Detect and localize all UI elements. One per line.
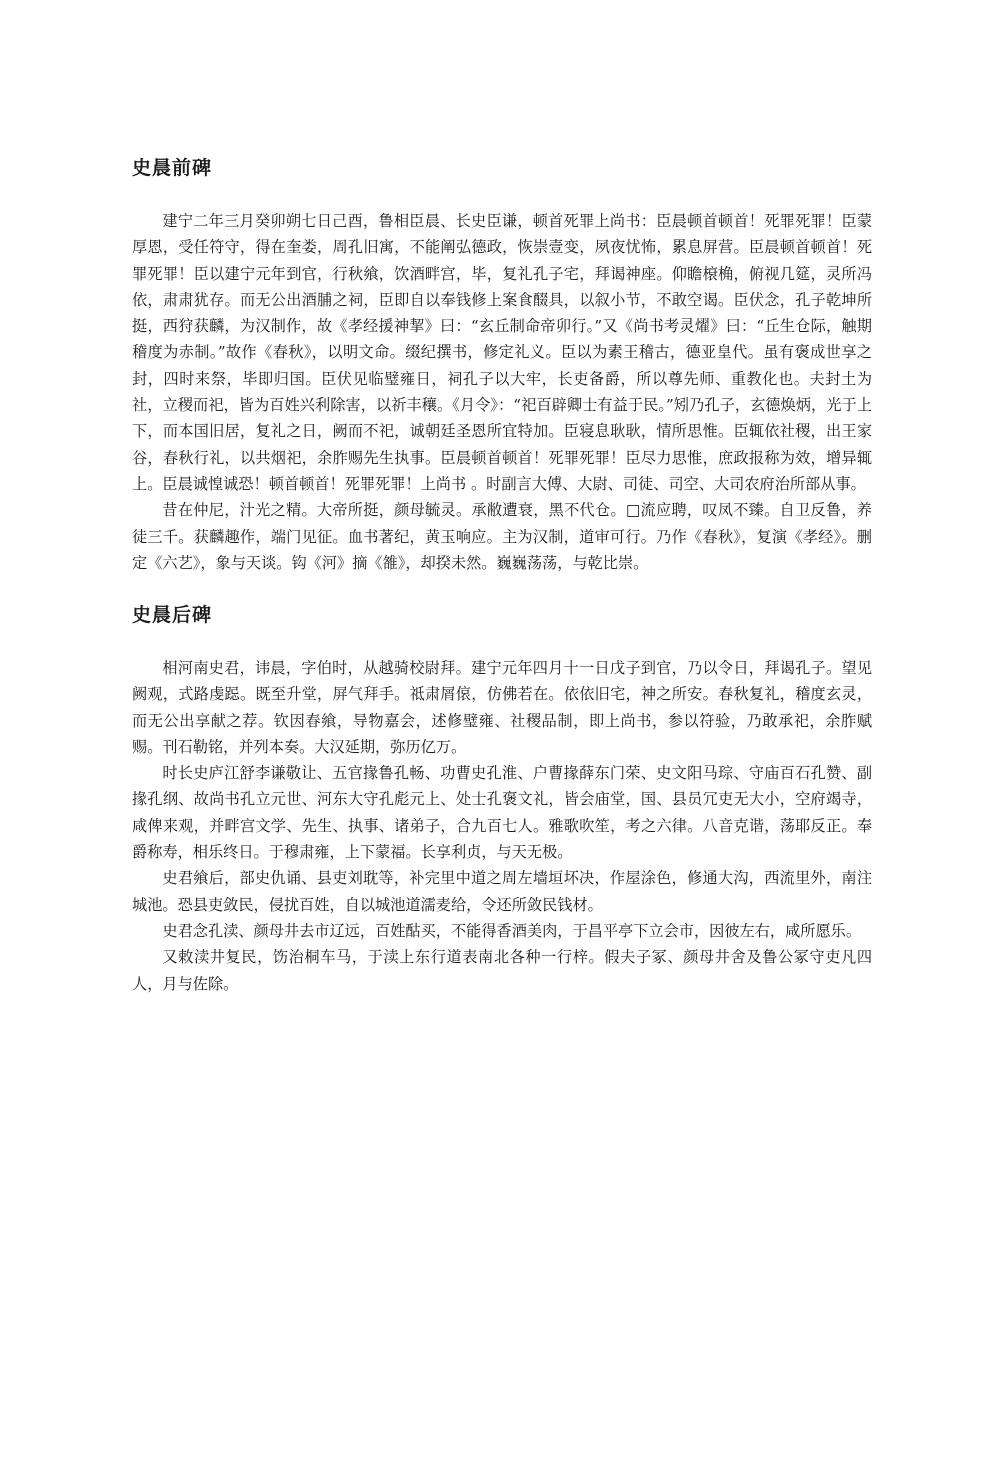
paragraph: 史君念孔渎、颜母井去市辽远，百姓酤买，不能得香酒美肉，于昌平亭下立会市，因彼左右，咸所愿乐。 (162, 921, 862, 940)
paragraph: 相河南史君，讳晨，字伯时，从越骑校尉拜。建宁元年四月十一日戊子到官，乃以令日，拜谒孔子。望见阙观，式路虔跽。既至升堂，屏气拜手。祗肃屑偯，仿佛若在。依依旧宅，神之所安。春秋复礼，稽度玄灵，而无公出享献之荐。钦因春飨，导物嘉会，述修璧雍、社稷品制，即上尚书，参以符验，乃敢承祀，余胙赋赐。刊石勒铭，并列本奏。大汉延期，弥历亿万。 (132, 659, 872, 756)
paragraph: 又敕渎井复民，饬治桐车马，于渎上东行道表南北各种一行梓。假夫子冢、颜母井舍及鲁公冢守吏凡四人，月与佐除。 (132, 948, 872, 993)
section-title: 史晨前碑 (132, 157, 213, 179)
paragraph: 史君飨后，部史仇诵、县吏刘耽等，补完里中道之周左墙垣坏决，作屋涂色，修通大沟，西流里外，南注城池。恐县吏敛民，侵扰百姓，自以城池道濡麦给，令还所敛民钱材。 (132, 869, 872, 914)
section-body (132, 208, 872, 576)
paragraph: 昔在仲尼，汁光之精。大帝所挺，颜母毓灵。承敝遭衰，黑不代仓。□流应聘，叹凤不臻。自卫反鲁，养徒三千。获麟趣作，端门见征。血书著纪，黄玉响应。主为汉制，道审可行。乃作《春秋》，复演《孝经》。删定《六艺》，象与天谈。钩《河》摘《雒》，却揆未然。巍巍荡荡，与乾比崇。 (132, 501, 872, 572)
section-body (132, 655, 872, 997)
paragraph: 建宁二年三月癸卯朔七日己酉，鲁相臣晨、长史臣谦，顿首死罪上尚书：臣晨顿首顿首！死罪死罪！臣蒙厚恩，受任符守，得在奎娄，周孔旧寓，不能阐弘德政，恢崇壹变，夙夜忧怖，累息屏营。臣晨顿首顿首！死罪死罪！臣以建宁元年到官，行秋飨，饮酒畔宫，毕，复礼孔子宅，拜谒神座。仰瞻榱桷，俯视几筵，灵所冯依，肃肃犹存。而无公出酒脯之祠，臣即自以奉钱修上案食醊具，以叙小节，不敢空谒。臣伏念，孔子乾坤所挺，西狩获麟，为汉制作，故《孝经援神挈》曰：“玄丘制命帝卯行。”又《尚书考灵燿》曰：“丘生仓际，触期稽度为赤制。”故作《春秋》，以明文命。缀纪撰书，修定礼义。臣以为素王稽古，德亚皇代。虽有褒成世享之封，四时来祭，毕即归国。臣伏见临璧雍日，祠孔子以大牢，长吏备爵，所以尊先师、重教化也。夫封土为社，立稷而祀，皆为百姓兴利除害，以祈丰穰。《月令》：“祀百辟卿士有益于民。”矧乃孔子，玄德焕炳，光于上下，而本国旧居，复礼之日，阙而不祀，诚朝廷圣恩所宜特加。臣寝息耿耿，情所思惟。臣辄依社稷，出王家谷，春秋行礼，以共烟祀，余胙赐先生执事。臣晨顿首顿首！死罪死罪！臣尽力思惟，庶政报称为效，增异辄上。臣晨诚惶诚恐！顿首顿首！死罪死罪！上尚书 。时副言大傅、大尉、司徒、司空、大司农府治所部从事。 (132, 212, 872, 493)
paragraph: 时长史庐江舒李谦敬让、五官掾鲁孔畅、功曹史孔淮、户曹掾薛东门荣、史文阳马琮、守庙百石孔赞、副掾孔纲、故尚书孔立元世、河东大守孔彪元上、处士孔褒文礼，皆会庙堂，国、县员冗吏无大小，空府竭寺，咸俾来观，并畔宫文学、先生、执事、诸弟子，合九百七人。雅歌吹笙，考之六律。八音克谐，荡耶反正。奉爵称寿，相乐终日。于穆肃雍，上下蒙福。长享利贞，与天无极。 (132, 764, 872, 862)
section-shichen-rear-stele (132, 603, 872, 997)
section-title: 史晨后碑 (132, 604, 213, 626)
section-shichen-front-stele (132, 156, 872, 576)
